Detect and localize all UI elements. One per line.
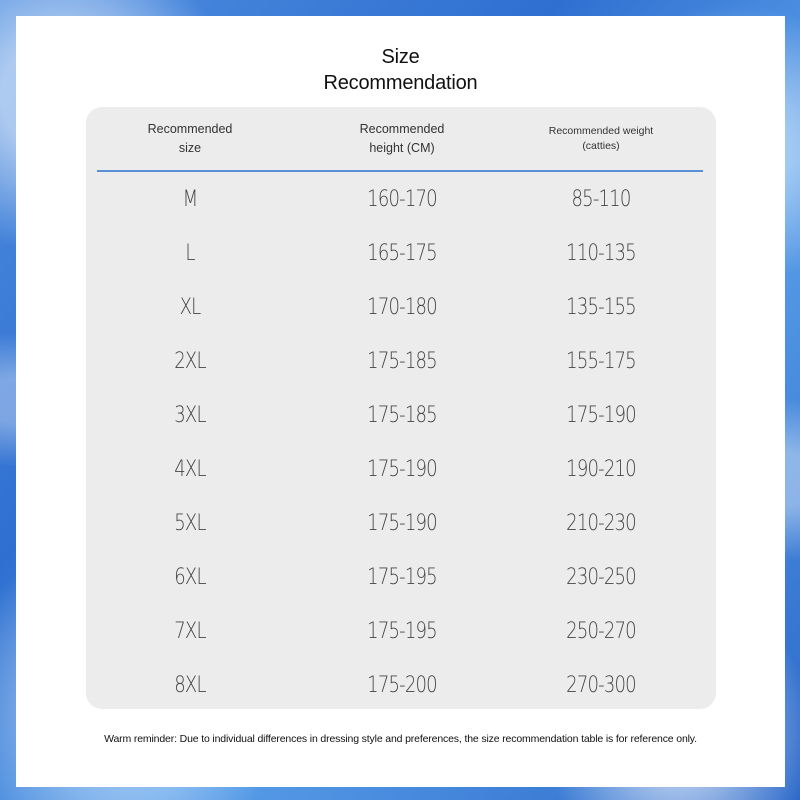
weight-cell: 210-230 bbox=[566, 510, 636, 536]
table-row bbox=[86, 334, 716, 388]
height-cell: 175-195 bbox=[367, 564, 437, 590]
height-cell: 165-175 bbox=[367, 240, 437, 266]
size-cell: 5XL bbox=[174, 510, 206, 536]
weight-cell: 110-135 bbox=[566, 240, 636, 266]
size-cell: 4XL bbox=[174, 456, 206, 482]
table-row bbox=[86, 658, 716, 712]
weight-cell: 270-300 bbox=[566, 672, 636, 698]
weight-cell: 175-190 bbox=[566, 402, 636, 428]
page-title bbox=[16, 44, 785, 96]
table-row bbox=[86, 496, 716, 550]
table-row bbox=[86, 280, 716, 334]
title-line-1: Size bbox=[381, 46, 420, 68]
height-cell: 170-180 bbox=[367, 294, 437, 320]
table-row bbox=[86, 226, 716, 280]
footnote: Warm reminder: Due to individual differences in dressing style and preferences, the size recommendation table is for reference only. bbox=[104, 733, 697, 745]
height-cell: 175-200 bbox=[367, 672, 437, 698]
height-cell: 160-170 bbox=[367, 186, 437, 212]
table-row bbox=[86, 388, 716, 442]
title-line-2: Recommendation bbox=[323, 72, 478, 94]
size-cell: 2XL bbox=[174, 348, 206, 374]
weight-cell: 190-210 bbox=[566, 456, 636, 482]
size-card bbox=[16, 16, 785, 787]
weight-cell: 155-175 bbox=[566, 348, 636, 374]
size-cell: 3XL bbox=[174, 402, 206, 428]
height-cell: 175-185 bbox=[367, 402, 437, 428]
table-row bbox=[86, 172, 716, 226]
table-row bbox=[86, 550, 716, 604]
size-cell: XL bbox=[179, 294, 201, 320]
height-cell: 175-190 bbox=[367, 510, 437, 536]
header-weight: Recommended weight (catties) bbox=[548, 125, 654, 152]
size-cell: 7XL bbox=[174, 618, 206, 644]
size-cell: 8XL bbox=[174, 672, 206, 698]
table-header bbox=[86, 107, 716, 171]
size-cell: 6XL bbox=[174, 564, 206, 590]
header-height: Recommended height (CM) bbox=[359, 122, 445, 155]
size-cell: L bbox=[185, 240, 195, 266]
weight-cell: 250-270 bbox=[566, 618, 636, 644]
height-cell: 175-185 bbox=[367, 348, 437, 374]
height-cell: 175-190 bbox=[367, 456, 437, 482]
table-body bbox=[86, 172, 716, 712]
height-cell: 175-195 bbox=[367, 618, 437, 644]
weight-cell: 85-110 bbox=[571, 186, 631, 212]
weight-cell: 135-155 bbox=[566, 294, 636, 320]
table-row bbox=[86, 604, 716, 658]
size-cell: M bbox=[182, 186, 198, 212]
weight-cell: 230-250 bbox=[566, 564, 636, 590]
size-table bbox=[86, 107, 716, 709]
header-size: Recommended size bbox=[147, 122, 233, 155]
table-row bbox=[86, 442, 716, 496]
